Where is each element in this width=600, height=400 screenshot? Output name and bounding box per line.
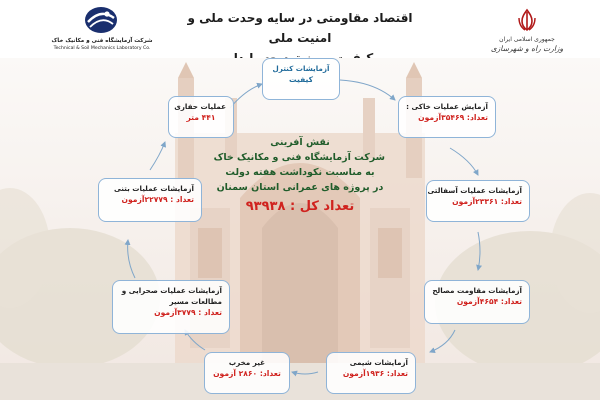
materials-strength-box [424, 280, 530, 324]
field-works-title-line2: مطالعات مسیر [169, 297, 222, 306]
field-works-count: تعداد : ۳۷۷۹آزمون [154, 308, 222, 317]
asphalt-works-box [426, 180, 530, 222]
asphalt-works-title: آزمایشات عملیات آسفالتی [427, 186, 522, 195]
asphalt-works-count: تعداد: ۲۳۳۶۱آزمون [452, 197, 522, 206]
concrete-works-title: آزمایشات عملیات بتنی [113, 184, 194, 193]
chemical-tests-count: تعداد: ۱۹۳۶آزمون [342, 369, 408, 378]
ministry-logo [475, 8, 585, 54]
nondestructive-tests-box [204, 352, 290, 394]
field-works-box [112, 280, 230, 334]
center-line3: به مناسبت نکوداشت هفته دولت [225, 167, 375, 178]
drilling-works-box [168, 96, 234, 138]
center-line1: نقش آفرینی [270, 137, 330, 148]
soil-works-title: آزمایش عملیات خاکی : [406, 102, 488, 111]
soil-works-box [398, 96, 496, 138]
headline-line1: اقتصاد مقاومتی در سایه وحدت ملی و امنیت ملی [187, 11, 413, 45]
company-logo [22, 6, 182, 54]
nondestructive-tests-title: غیر مخرب [228, 358, 266, 367]
iran-emblem-icon [515, 8, 539, 32]
quality-control-title: آزمایشات کنترل [272, 64, 330, 73]
chemical-tests-box [326, 352, 416, 394]
soil-works-count: تعداد: ۳۵۴۶۹آزمون [418, 113, 488, 122]
center-line2: شرکت آزمایشگاه فنی و مکانیک خاک [213, 152, 385, 163]
materials-strength-count: تعداد: ۴۶۵۴آزمون [456, 297, 522, 306]
company-name-en: Technical & Soil Mechanics Laboratory Co. [53, 46, 151, 51]
nondestructive-tests-count: تعداد: ۲۸۶۰ آزمون [213, 369, 281, 378]
concrete-works-count: تعداد : ۲۲۷۷۹آزمون [121, 195, 194, 204]
company-logo-icon [84, 6, 118, 34]
drilling-works-count: ۴۴۱ متر [186, 113, 216, 122]
gate-background-image [0, 58, 600, 400]
quality-control-box [262, 58, 340, 100]
ministry-line2: وزارت راه و شهرسازی [490, 44, 564, 53]
concrete-works-box [98, 178, 202, 222]
field-works-title: آزمایشات عملیات صحرایی و [121, 286, 222, 295]
center-statement [215, 135, 385, 214]
total-count: تعداد کل : ۹۳۹۳۸ [245, 199, 355, 214]
ministry-line1: جمهوری اسلامی ایران [499, 36, 555, 43]
page-header [0, 0, 600, 58]
drilling-works-title: عملیات حفاری [174, 102, 226, 111]
quality-control-subtitle: کیفیت [288, 75, 314, 84]
chemical-tests-title: آزمایشات شیمی [349, 358, 408, 367]
materials-strength-title: آزمایشات مقاومت مصالح [432, 286, 522, 295]
center-line4: در پروژه های عمرانی استان سمنان [216, 182, 384, 193]
company-name-fa: شرکت آزمایشگاه فنی و مکانیک خاک [51, 38, 153, 44]
